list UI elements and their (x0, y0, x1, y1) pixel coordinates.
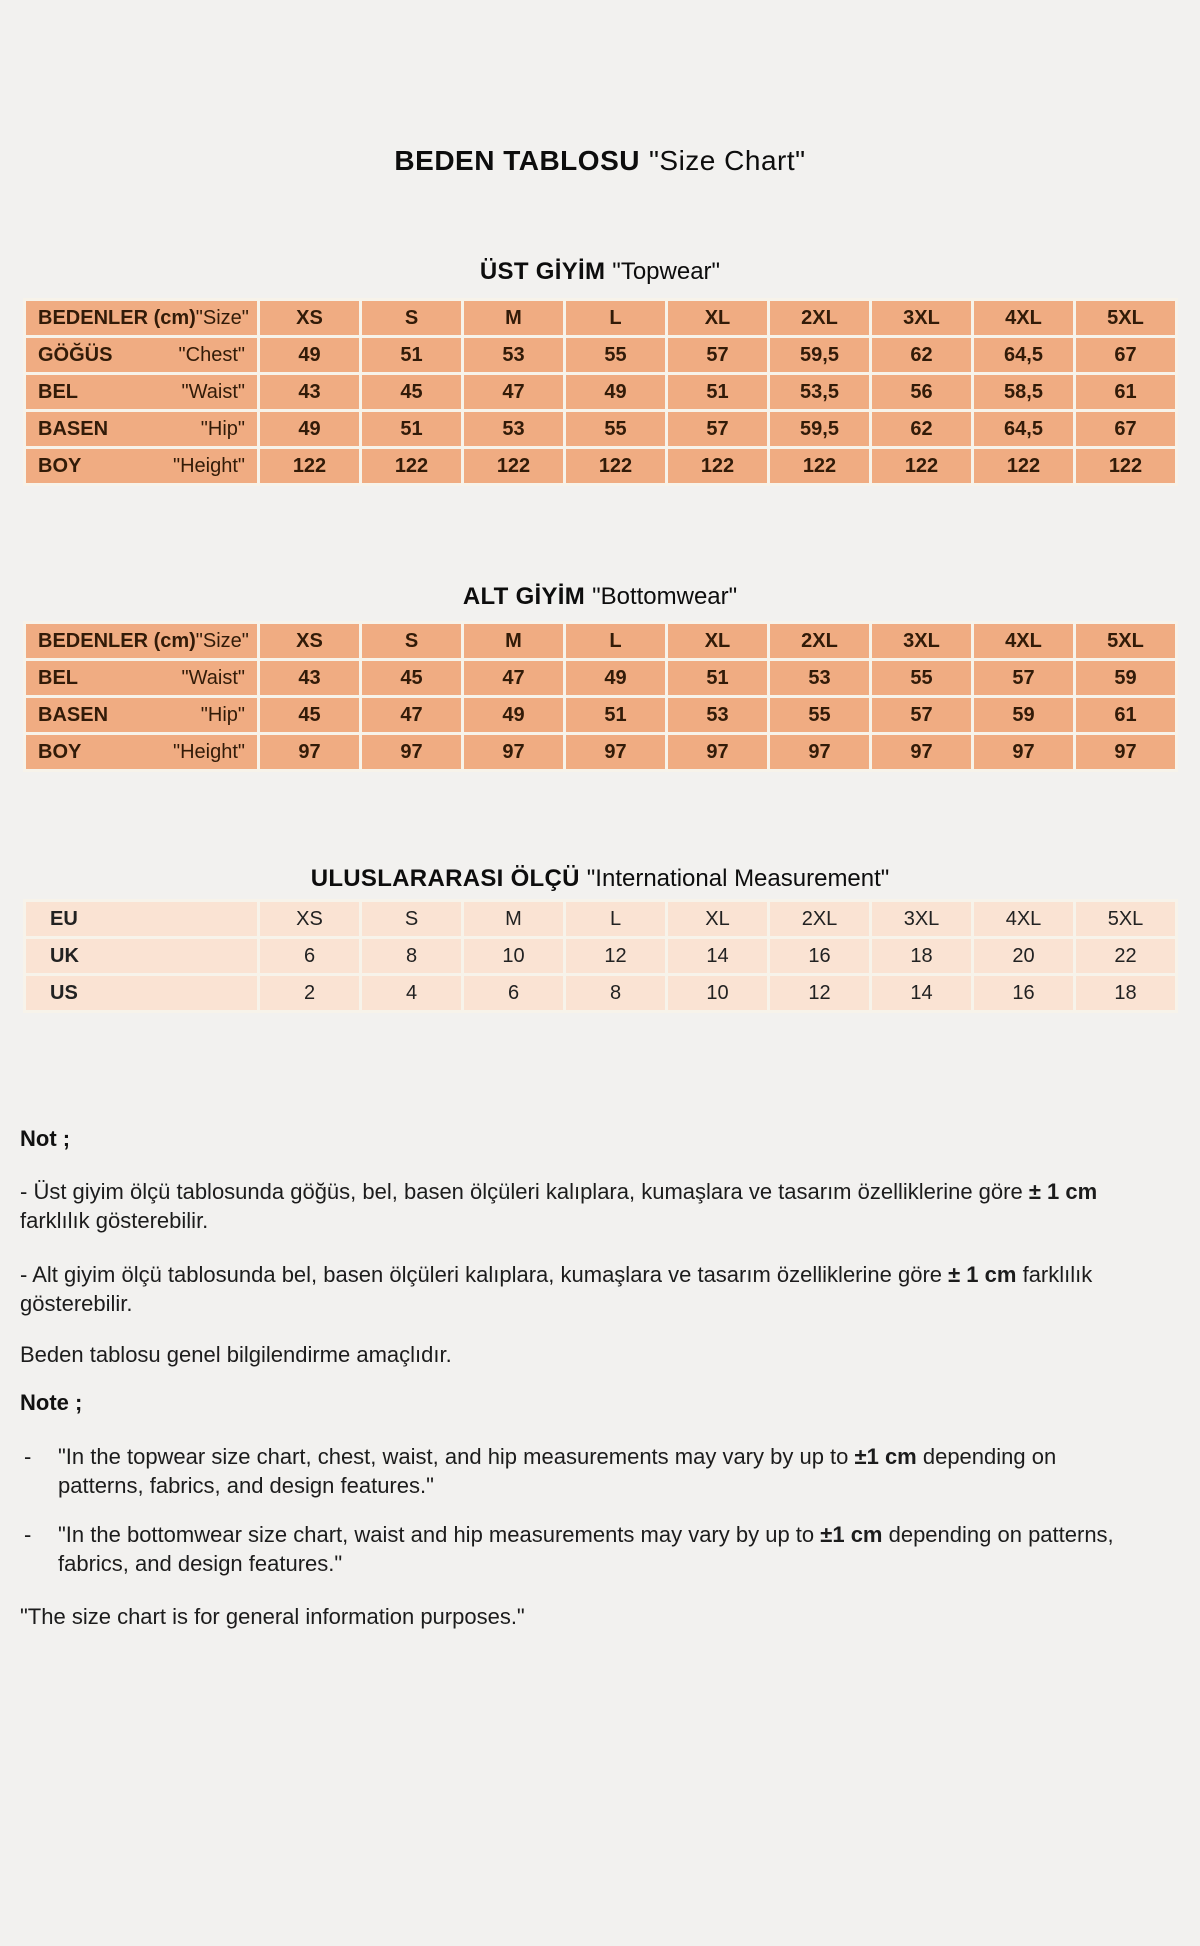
bottomwear-heading-turkish: ALT GİYİM (462, 583, 586, 610)
note-turkish-bottomwear (20, 1260, 1172, 1318)
note-text: - Üst giyim ölçü tablosunda göğüs, bel, basen ölçüleri kalıplara, kumaşlara ve tasarım özelliklerine göre (20, 1179, 1029, 1204)
note-heading-english: Note ; (20, 1390, 83, 1415)
measurement-value-cell: 59 (973, 697, 1075, 734)
row-label-english: "Size" (195, 306, 249, 329)
measurement-value-cell: 45 (361, 660, 463, 697)
row-label-inner (26, 667, 257, 690)
row-label-english: "Chest" (178, 343, 245, 366)
measurement-value-cell: 57 (871, 697, 973, 734)
measurement-value-cell: 49 (259, 337, 361, 374)
row-label-cell (25, 697, 259, 734)
measurement-value-cell: 43 (259, 660, 361, 697)
measurement-value-cell: 2XL (769, 901, 871, 938)
measurement-value-cell: 97 (769, 734, 871, 771)
measurement-value-cell: 22 (1075, 938, 1177, 975)
size-column-header: L (565, 300, 667, 337)
row-label-inner (26, 704, 257, 727)
measurement-value-cell: 18 (871, 938, 973, 975)
measurement-value-cell: 10 (667, 975, 769, 1012)
table-row (25, 697, 1177, 734)
measurement-value-cell: 49 (259, 411, 361, 448)
measurement-value-cell: 55 (565, 337, 667, 374)
measurement-value-cell: 55 (871, 660, 973, 697)
bullet-dash: - (24, 1522, 32, 1547)
table-header-row (25, 623, 1177, 660)
international-section-heading (0, 865, 1200, 893)
measurement-value-cell: 61 (1075, 374, 1177, 411)
size-column-header: M (463, 623, 565, 660)
measurement-value-cell: 16 (769, 938, 871, 975)
table-row (25, 337, 1177, 374)
measurement-value-cell: 3XL (871, 901, 973, 938)
measurement-value-cell: 57 (973, 660, 1075, 697)
table-row (25, 660, 1177, 697)
measurement-value-cell: 49 (565, 374, 667, 411)
measurement-value-cell: 122 (361, 448, 463, 485)
measurement-value-cell: 97 (667, 734, 769, 771)
size-column-header: 4XL (973, 300, 1075, 337)
row-label-turkish: EU (50, 907, 78, 930)
notes-section (0, 1125, 1200, 1631)
note-bold-tolerance: ±1 cm (854, 1444, 917, 1469)
row-label-turkish: US (50, 981, 78, 1004)
size-column-header: XL (667, 623, 769, 660)
measurement-value-cell: M (463, 901, 565, 938)
measurement-value-cell: 55 (769, 697, 871, 734)
measurement-value-cell: XL (667, 901, 769, 938)
row-label-cell (25, 448, 259, 485)
size-column-header: S (361, 623, 463, 660)
row-label-inner (26, 455, 257, 478)
size-column-header: S (361, 300, 463, 337)
measurement-value-cell: 6 (259, 938, 361, 975)
row-label-english: "Waist" (181, 666, 245, 689)
size-column-header: XL (667, 300, 769, 337)
size-column-header: 3XL (871, 300, 973, 337)
row-label-turkish: BASEN (38, 703, 109, 726)
row-label-inner (26, 945, 257, 968)
bullet-text (58, 1442, 1138, 1500)
row-label-turkish: BEDENLER (cm) (38, 629, 196, 652)
row-label-inner (26, 307, 257, 330)
row-label-cell (25, 734, 259, 771)
measurement-value-cell: 56 (871, 374, 973, 411)
measurement-value-cell: 49 (463, 697, 565, 734)
row-label-english: "Size" (195, 629, 249, 652)
international-heading-turkish: ULUSLARARASI ÖLÇÜ (310, 865, 580, 892)
measurement-value-cell: S (361, 901, 463, 938)
measurement-value-cell: 62 (871, 411, 973, 448)
size-column-header: 5XL (1075, 300, 1177, 337)
measurement-value-cell: 43 (259, 374, 361, 411)
note-text: depending on patterns, fabrics, and design features." (58, 1444, 1057, 1498)
measurement-value-cell: 8 (361, 938, 463, 975)
table-row (25, 448, 1177, 485)
row-label-turkish: BEL (38, 666, 78, 689)
row-label-english: "Height" (172, 740, 245, 763)
note-text: - Alt giyim ölçü tablosunda bel, basen ölçüleri kalıplara, kumaşlara ve tasarım özelliklerine göre (20, 1262, 949, 1287)
measurement-value-cell: 67 (1075, 337, 1177, 374)
measurement-value-cell: 18 (1075, 975, 1177, 1012)
row-label-english: "Hip" (200, 417, 245, 440)
measurement-value-cell: 14 (667, 938, 769, 975)
row-label-inner (26, 908, 257, 931)
measurement-value-cell: 62 (871, 337, 973, 374)
row-label-cell (25, 660, 259, 697)
table-header-row (25, 300, 1177, 337)
row-label-cell (25, 337, 259, 374)
row-label-cell (25, 938, 259, 975)
row-label-cell (25, 901, 259, 938)
topwear-heading-turkish: ÜST GİYİM (479, 258, 606, 285)
row-label-cell (25, 411, 259, 448)
page-title-english: "Size Chart" (648, 145, 806, 176)
bottomwear-heading-english: "Bottomwear" (592, 583, 738, 610)
measurement-value-cell: 51 (361, 337, 463, 374)
note-turkish-topwear (20, 1177, 1172, 1235)
table-row (25, 734, 1177, 771)
measurement-value-cell: 122 (463, 448, 565, 485)
size-column-header: 2XL (769, 623, 871, 660)
measurement-value-cell: 2 (259, 975, 361, 1012)
measurement-value-cell: 16 (973, 975, 1075, 1012)
row-label-turkish: BEL (38, 380, 78, 403)
measurement-value-cell: 51 (667, 374, 769, 411)
note-bold-tolerance: ± 1 cm (1028, 1179, 1098, 1204)
measurement-value-cell: 14 (871, 975, 973, 1012)
table-row (25, 938, 1177, 975)
row-label-english: "Waist" (181, 380, 245, 403)
note-text: "In the bottomwear size chart, waist and hip measurements may vary by up to (58, 1522, 821, 1547)
row-label-inner (26, 381, 257, 404)
measurement-value-cell: 122 (667, 448, 769, 485)
row-label-inner (26, 418, 257, 441)
measurement-value-cell: 57 (667, 337, 769, 374)
measurement-value-cell: 59,5 (769, 411, 871, 448)
row-label-turkish: BEDENLER (cm) (38, 306, 196, 329)
measurement-value-cell: 4XL (973, 901, 1075, 938)
measurement-value-cell: 122 (259, 448, 361, 485)
topwear-section-heading (0, 258, 1200, 286)
page-title-turkish: BEDEN TABLOSU (394, 145, 640, 176)
note-english-topwear (20, 1442, 1172, 1500)
bottomwear-size-table (23, 621, 1178, 772)
row-label-turkish: UK (50, 944, 79, 967)
row-label-cell (25, 975, 259, 1012)
table-row (25, 901, 1177, 938)
row-label-inner (26, 982, 257, 1005)
row-label-cell (25, 374, 259, 411)
measurement-value-cell: 97 (871, 734, 973, 771)
measurement-value-cell: 47 (361, 697, 463, 734)
not-heading-turkish: Not ; (20, 1126, 71, 1151)
measurement-value-cell: 122 (871, 448, 973, 485)
measurement-value-cell: 57 (667, 411, 769, 448)
note-text: farklılık gösterebilir. (20, 1262, 1093, 1316)
size-column-header: XS (259, 300, 361, 337)
measurement-value-cell: 49 (565, 660, 667, 697)
topwear-size-table (23, 298, 1178, 486)
measurement-value-cell: 61 (1075, 697, 1177, 734)
measurement-value-cell: 97 (565, 734, 667, 771)
row-label-inner (26, 741, 257, 764)
table-row (25, 975, 1177, 1012)
table-row (25, 374, 1177, 411)
measurement-value-cell: 67 (1075, 411, 1177, 448)
measurement-value-cell: 20 (973, 938, 1075, 975)
note-text: "In the topwear size chart, chest, waist, and hip measurements may vary by up to (58, 1444, 855, 1469)
size-column-header: 2XL (769, 300, 871, 337)
row-label-turkish: BOY (38, 740, 82, 763)
bottomwear-section-heading (0, 583, 1200, 611)
size-column-header: 5XL (1075, 623, 1177, 660)
row-label-english: "Hip" (200, 703, 245, 726)
measurement-value-cell: 64,5 (973, 337, 1075, 374)
measurement-value-cell: 10 (463, 938, 565, 975)
measurement-value-cell: 122 (1075, 448, 1177, 485)
row-label-turkish: GÖĞÜS (38, 343, 113, 366)
size-column-header: L (565, 623, 667, 660)
row-label-turkish: BOY (38, 454, 82, 477)
measurement-value-cell: 47 (463, 660, 565, 697)
measurement-value-cell: 97 (259, 734, 361, 771)
size-column-header: 4XL (973, 623, 1075, 660)
note-text: depending on patterns, fabrics, and design features." (58, 1522, 1114, 1576)
size-column-header: M (463, 300, 565, 337)
measurement-value-cell: 97 (361, 734, 463, 771)
measurement-value-cell: 5XL (1075, 901, 1177, 938)
measurement-value-cell: 122 (565, 448, 667, 485)
note-text: farklılık gösterebilir. (20, 1208, 209, 1233)
note-bold-tolerance: ± 1 cm (948, 1262, 1017, 1287)
measurement-value-cell: 64,5 (973, 411, 1075, 448)
size-column-header: XS (259, 623, 361, 660)
bullet-text (58, 1520, 1138, 1578)
measurement-value-cell: 53 (463, 337, 565, 374)
row-label-turkish: BASEN (38, 417, 109, 440)
size-column-header: 3XL (871, 623, 973, 660)
row-label-cell (25, 300, 259, 337)
measurement-value-cell: 45 (361, 374, 463, 411)
measurement-value-cell: 97 (463, 734, 565, 771)
measurement-value-cell: 97 (973, 734, 1075, 771)
measurement-value-cell: 51 (361, 411, 463, 448)
measurement-value-cell: 12 (769, 975, 871, 1012)
table-row (25, 411, 1177, 448)
measurement-value-cell: 122 (769, 448, 871, 485)
note-turkish-footer: Beden tablosu genel bilgilendirme amaçlıdır. (20, 1342, 452, 1367)
measurement-value-cell: 97 (1075, 734, 1177, 771)
measurement-value-cell: 59 (1075, 660, 1177, 697)
bullet-dash: - (24, 1444, 32, 1469)
international-heading-english: "International Measurement" (586, 865, 890, 892)
row-label-inner (26, 344, 257, 367)
international-size-table (23, 899, 1178, 1013)
row-label-english: "Height" (172, 454, 245, 477)
measurement-value-cell: 53 (769, 660, 871, 697)
measurement-value-cell: 59,5 (769, 337, 871, 374)
note-bold-tolerance: ±1 cm (820, 1522, 883, 1547)
measurement-value-cell: 53 (463, 411, 565, 448)
measurement-value-cell: 51 (565, 697, 667, 734)
measurement-value-cell: 8 (565, 975, 667, 1012)
size-chart-page (0, 146, 1200, 1946)
measurement-value-cell: 4 (361, 975, 463, 1012)
measurement-value-cell: L (565, 901, 667, 938)
page-title (0, 146, 1200, 176)
measurement-value-cell: 6 (463, 975, 565, 1012)
row-label-cell (25, 623, 259, 660)
measurement-value-cell: 58,5 (973, 374, 1075, 411)
note-english-bottomwear (20, 1520, 1172, 1578)
note-english-footer: "The size chart is for general information purposes." (20, 1604, 525, 1629)
row-label-inner (26, 630, 257, 653)
measurement-value-cell: 53,5 (769, 374, 871, 411)
measurement-value-cell: 12 (565, 938, 667, 975)
topwear-heading-english: "Topwear" (612, 258, 721, 285)
measurement-value-cell: 51 (667, 660, 769, 697)
measurement-value-cell: XS (259, 901, 361, 938)
measurement-value-cell: 45 (259, 697, 361, 734)
measurement-value-cell: 122 (973, 448, 1075, 485)
measurement-value-cell: 53 (667, 697, 769, 734)
measurement-value-cell: 55 (565, 411, 667, 448)
measurement-value-cell: 47 (463, 374, 565, 411)
